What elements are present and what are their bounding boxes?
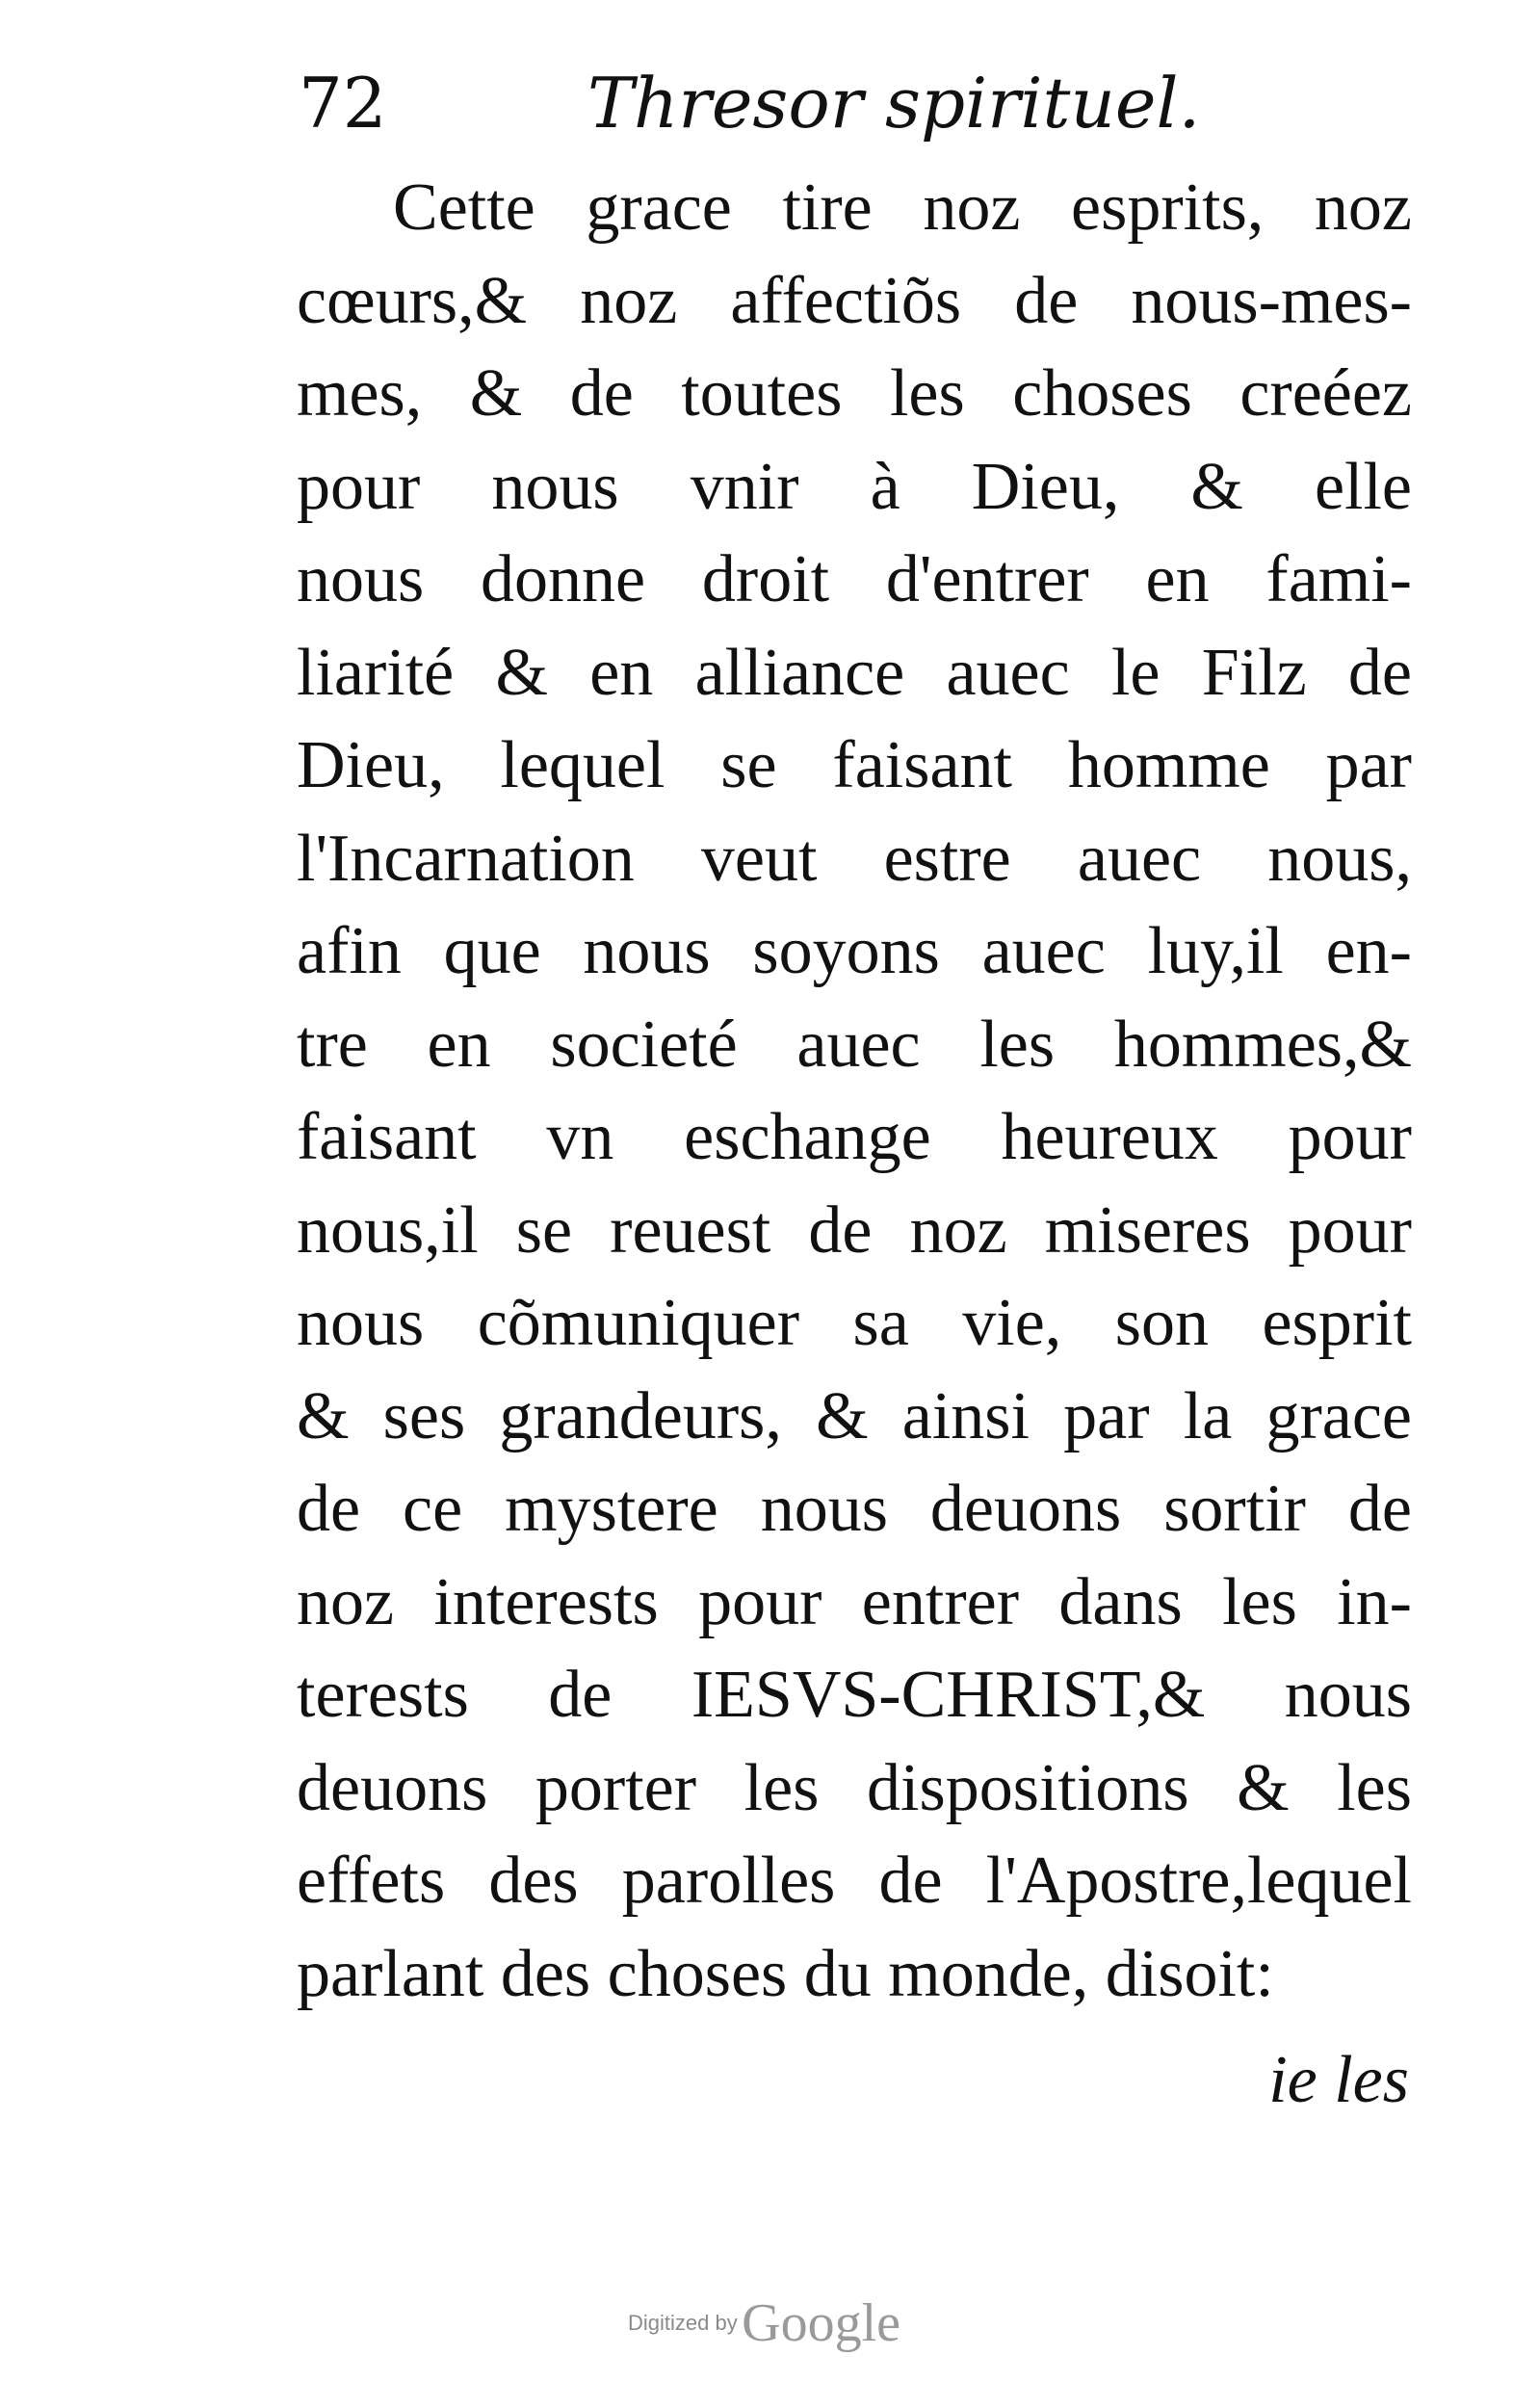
digitized-watermark bbox=[628, 2292, 900, 2354]
text-line: effets des parolles de l'Apostre,lequel bbox=[297, 1844, 1412, 1918]
text-line: cœurs,& noz affectiõs de nous-mes- bbox=[297, 263, 1412, 338]
text-line: tre en societé auec les hommes,& bbox=[297, 1007, 1412, 1082]
text-line: nous,il se reuest de noz miseres pour bbox=[297, 1192, 1412, 1268]
catchword: ie les bbox=[1268, 2043, 1409, 2117]
text-line: deuons porter les dispositions & les bbox=[297, 1750, 1412, 1825]
text-line: nous cõmuniquer sa vie, son esprit bbox=[297, 1286, 1412, 1360]
text-line: parlant des choses du monde, disoit: bbox=[297, 1936, 1274, 2011]
text-line: liarité & en alliance auec le Filz de bbox=[297, 635, 1412, 710]
text-line: noz interests pour entrer dans les in- bbox=[297, 1564, 1412, 1639]
text-line: nous donne droit d'entrer en fami- bbox=[297, 542, 1412, 616]
running-title: Thresor spirituel. bbox=[587, 63, 1201, 144]
text-line: Cette grace tire noz esprits, noz bbox=[393, 170, 1412, 245]
text-line: afin que nous soyons auec luy,il en- bbox=[297, 914, 1412, 988]
text-line: Dieu, lequel se faisant homme par bbox=[297, 728, 1412, 802]
text-line: terests de IESVS-CHRIST,& nous bbox=[297, 1658, 1412, 1732]
page-header bbox=[299, 60, 1406, 146]
text-line: & ses grandeurs, & ainsi par la grace bbox=[297, 1378, 1412, 1453]
text-line: mes, & de toutes les choses creéez bbox=[297, 356, 1412, 431]
text-line: faisant vn eschange heureux pour bbox=[297, 1100, 1412, 1174]
google-logo: Google bbox=[742, 2293, 901, 2353]
text-line: l'Incarnation veut estre auec nous, bbox=[297, 821, 1412, 896]
text-line: pour nous vnir à Dieu, & elle bbox=[297, 449, 1412, 524]
body-text bbox=[297, 162, 1412, 2021]
page-number: 72 bbox=[299, 63, 387, 144]
digitized-by-label: Digitized by bbox=[628, 2311, 738, 2335]
text-line: de ce mystere nous deuons sortir de bbox=[297, 1472, 1412, 1546]
